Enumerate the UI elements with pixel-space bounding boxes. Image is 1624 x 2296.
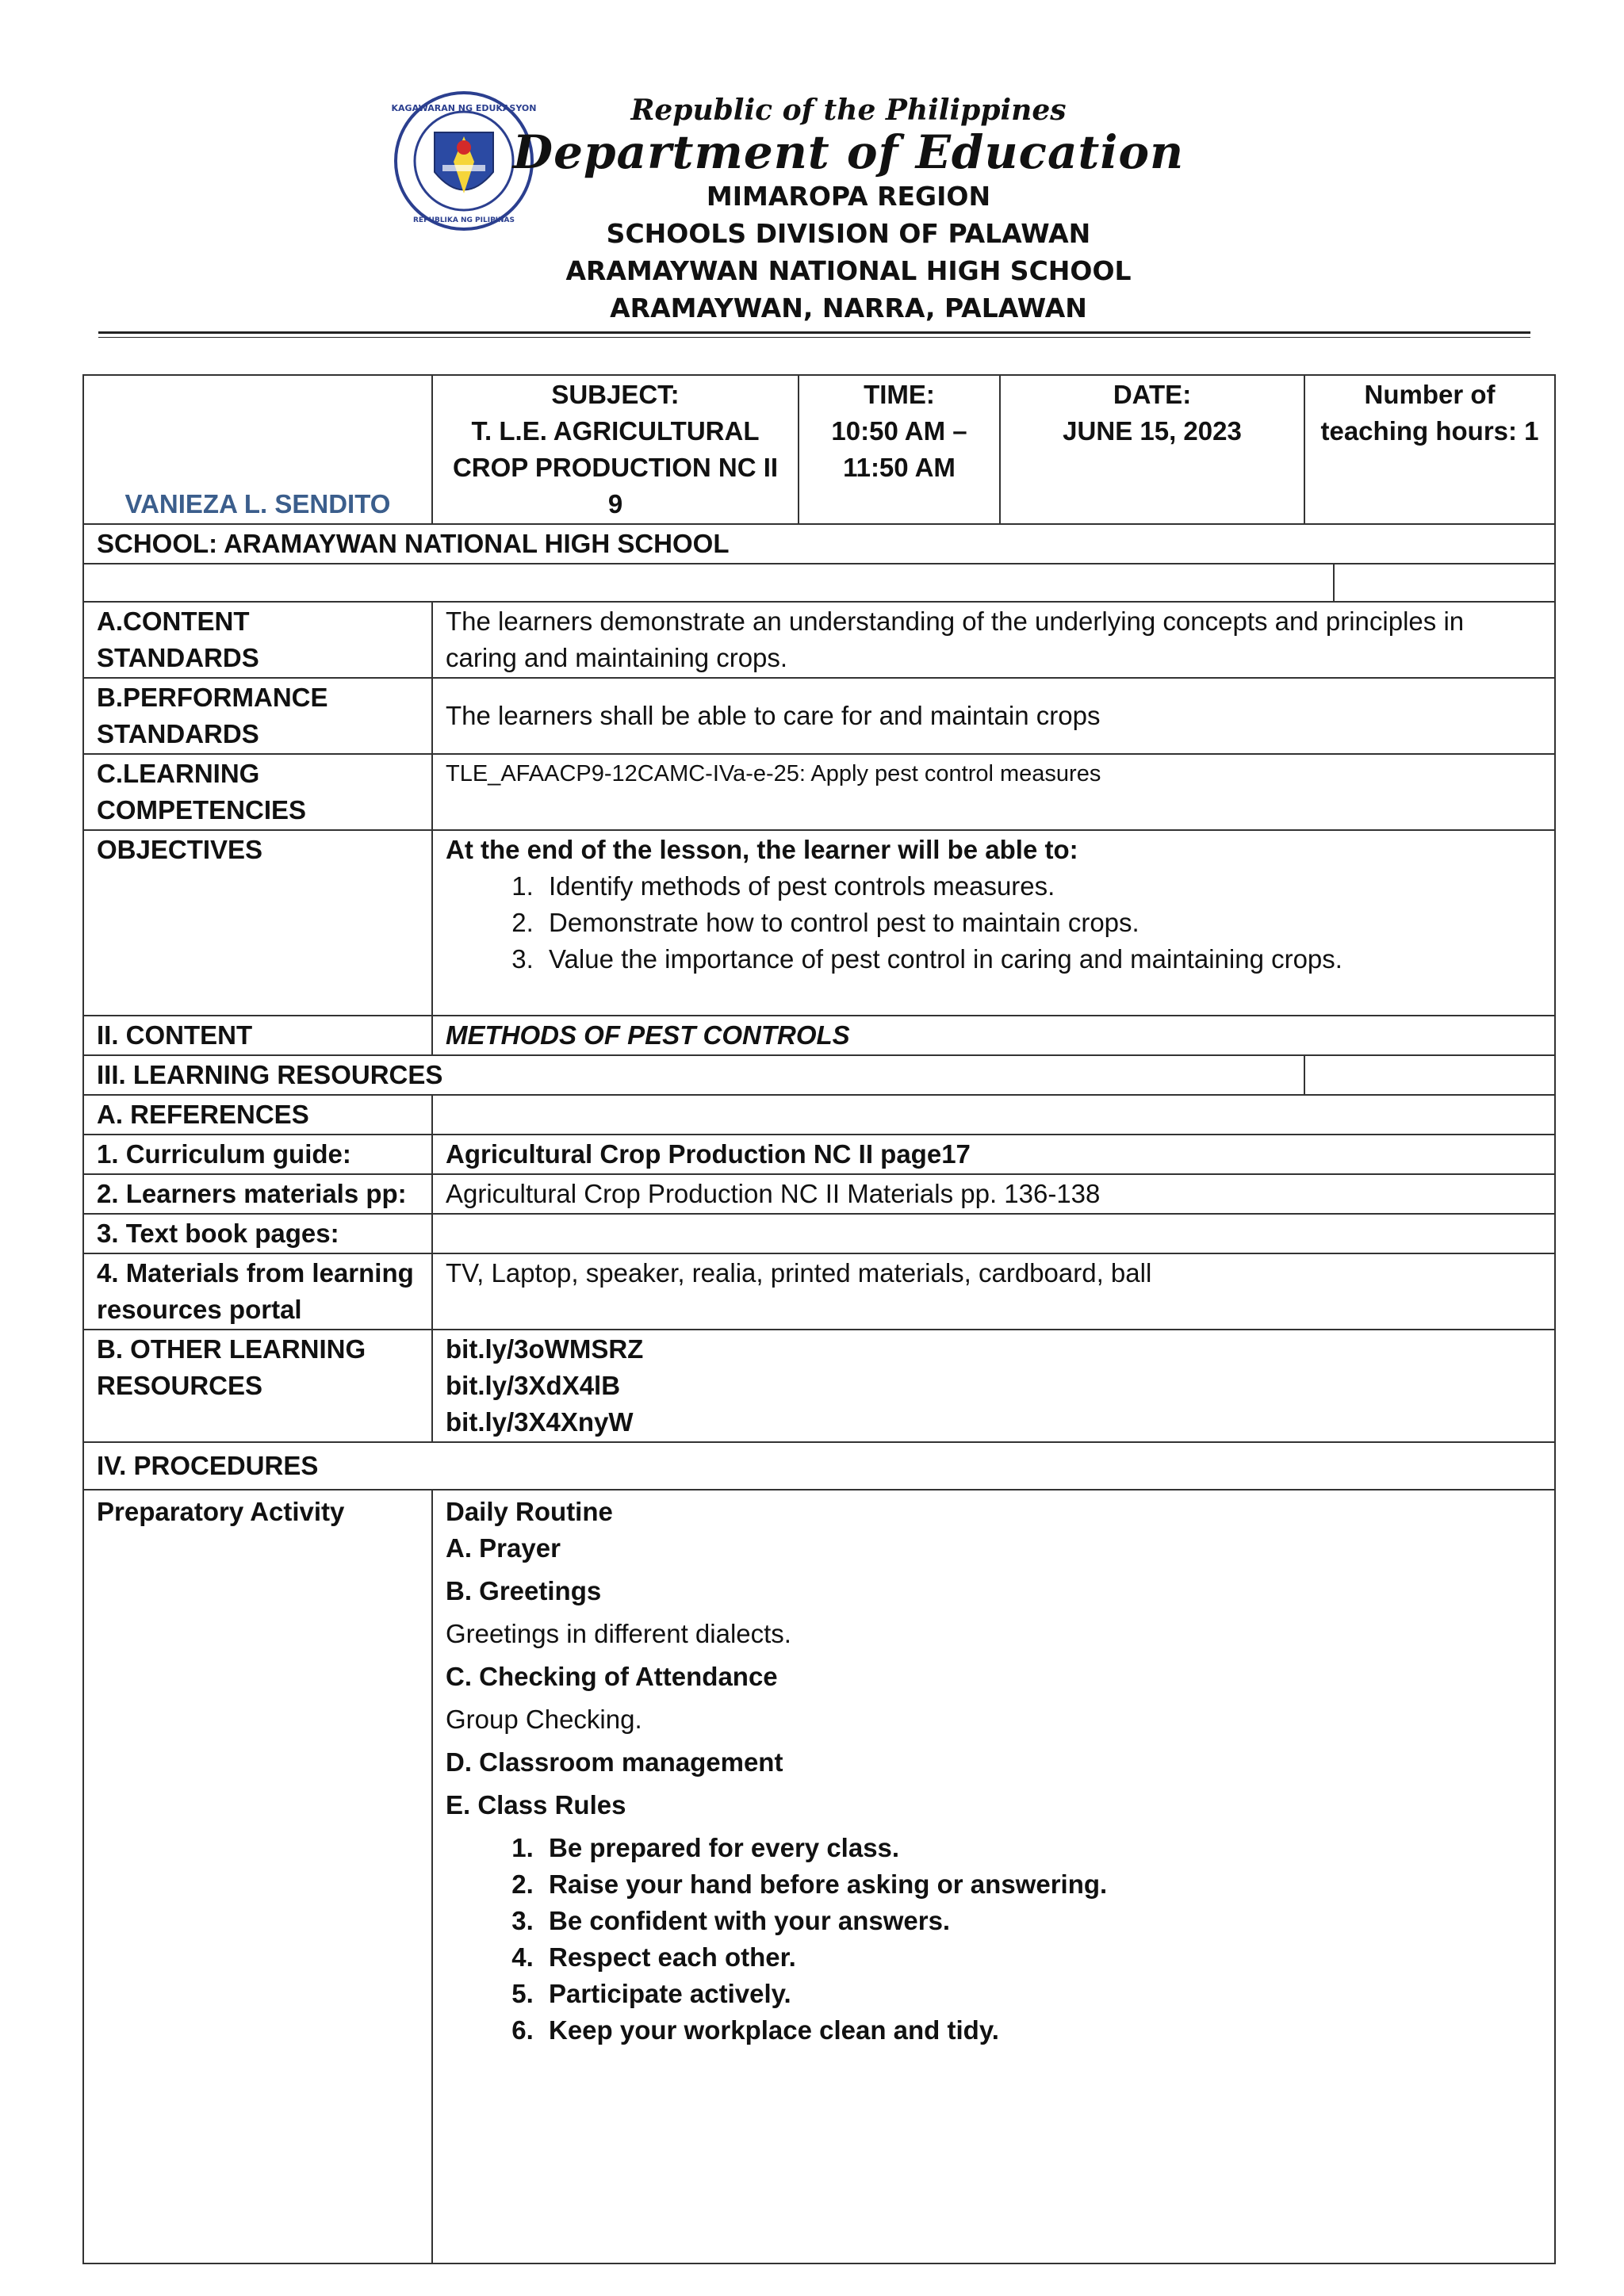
class-rule-item: 3. Be confident with your answers. [541,1903,1542,1939]
header-divider-thin [98,337,1530,338]
learning-resources-label: III. LEARNING RESOURCES [83,1055,1304,1095]
class-rule-item: 5. Participate actively. [541,1976,1542,2012]
textbook-pages-value [432,1214,1555,1253]
svg-text:KAGAWARAN NG EDUKASYON: KAGAWARAN NG EDUKASYON [391,103,537,113]
curriculum-guide-value: Agricultural Crop Production NC II page17 [432,1135,1555,1174]
materials-portal-label: 4. Materials from learning resources portal [83,1253,432,1330]
class-rule-item: 6. Keep your workplace clean and tidy. [541,2012,1542,2049]
objectives-cell [432,830,1555,1016]
learning-resources-blank [1304,1055,1555,1095]
prayer-heading: A. Prayer [446,1533,561,1563]
other-resources-links [432,1330,1555,1442]
blank-cell-right [1334,564,1555,602]
greetings-heading: B. Greetings [446,1576,602,1605]
daily-routine-heading: Daily Routine [446,1497,613,1526]
references-label: A. REFERENCES [83,1095,432,1135]
svg-text:REPUBLIKA NG PILIPINAS: REPUBLIKA NG PILIPINAS [412,216,515,224]
competencies-text: TLE_AFAACP9-12CAMC-IVa-e-25: Apply pest control measures [432,754,1555,830]
document-header [0,0,1624,349]
performance-standards-text: The learners shall be able to care for and maintain crops [432,678,1555,754]
competencies-label: C.LEARNING COMPETENCIES [83,754,432,830]
school-row: SCHOOL: ARAMAYWAN NATIONAL HIGH SCHOOL [83,524,1555,564]
content-value: METHODS OF PEST CONTROLS [432,1016,1555,1055]
content-standards-label: A.CONTENT STANDARDS [83,602,432,678]
objective-item: 2. Demonstrate how to control pest to maintain crops. [541,905,1542,941]
materials-portal-value: TV, Laptop, speaker, realia, printed materials, cardboard, ball [432,1253,1555,1330]
classroom-management-heading: D. Classroom management [446,1747,783,1777]
content-label: II. CONTENT [83,1016,432,1055]
objectives-intro: At the end of the lesson, the learner will be able to: [446,835,1078,864]
other-resources-label: B. OTHER LEARNING RESOURCES [83,1330,432,1442]
greetings-text: Greetings in different dialects. [446,1619,791,1648]
region-line: MIMAROPA REGION [706,181,991,212]
division-line: SCHOOLS DIVISION OF PALAWAN [606,218,1091,249]
school-line: ARAMAYWAN NATIONAL HIGH SCHOOL [565,255,1132,286]
objectives-label: OBJECTIVES [83,830,432,1016]
lesson-plan-table [82,374,1556,2264]
republic-title: Republic of the Philippines [630,94,1067,127]
class-rule-item: 4. Respect each other. [541,1939,1542,1976]
objective-item: 1. Identify methods of pest controls measures. [541,868,1542,905]
references-blank [432,1095,1555,1135]
performance-standards-label: B.PERFORMANCE STANDARDS [83,678,432,754]
textbook-pages-label: 3. Text book pages: [83,1214,432,1253]
class-rules-list [446,1830,1542,2049]
address-line: ARAMAYWAN, NARRA, PALAWAN [610,293,1087,323]
info-row [83,375,1555,524]
hours-cell: Number of teaching hours: 1 [1304,375,1555,524]
resource-link[interactable]: bit.ly/3X4XnyW [446,1407,634,1437]
teacher-name: VANIEZA L. SENDITO [83,375,432,524]
attendance-heading: C. Checking of Attendance [446,1662,778,1691]
objective-item: 3. Value the importance of pest control in caring and maintaining crops. [541,941,1542,978]
curriculum-guide-label: 1. Curriculum guide: [83,1135,432,1174]
learners-materials-label: 2. Learners materials pp: [83,1174,432,1214]
header-divider [98,331,1530,334]
content-standards-text: The learners demonstrate an understanding of the underlying concepts and principles in caring and maintaining crops. [432,602,1555,678]
attendance-text: Group Checking. [446,1705,642,1734]
time-cell: TIME: 10:50 AM – 11:50 AM [799,375,1000,524]
subject-cell: SUBJECT: T. L.E. AGRICULTURAL CROP PRODUCTION NC II 9 [432,375,799,524]
class-rules-heading: E. Class Rules [446,1790,626,1820]
resource-link[interactable]: bit.ly/3XdX4lB [446,1371,621,1400]
objectives-list [446,868,1542,978]
class-rule-item: 1. Be prepared for every class. [541,1830,1542,1866]
blank-cell [83,564,1334,602]
learners-materials-value: Agricultural Crop Production NC II Materials pp. 136-138 [432,1174,1555,1214]
preparatory-activity-label: Preparatory Activity [83,1490,432,2263]
procedures-label: IV. PROCEDURES [83,1442,1555,1490]
preparatory-activity-cell [432,1490,1555,2263]
class-rule-item: 2. Raise your hand before asking or answering. [541,1866,1542,1903]
date-cell: DATE: JUNE 15, 2023 [1000,375,1304,524]
resource-link[interactable]: bit.ly/3oWMSRZ [446,1334,644,1364]
department-title: Department of Education [512,125,1185,179]
